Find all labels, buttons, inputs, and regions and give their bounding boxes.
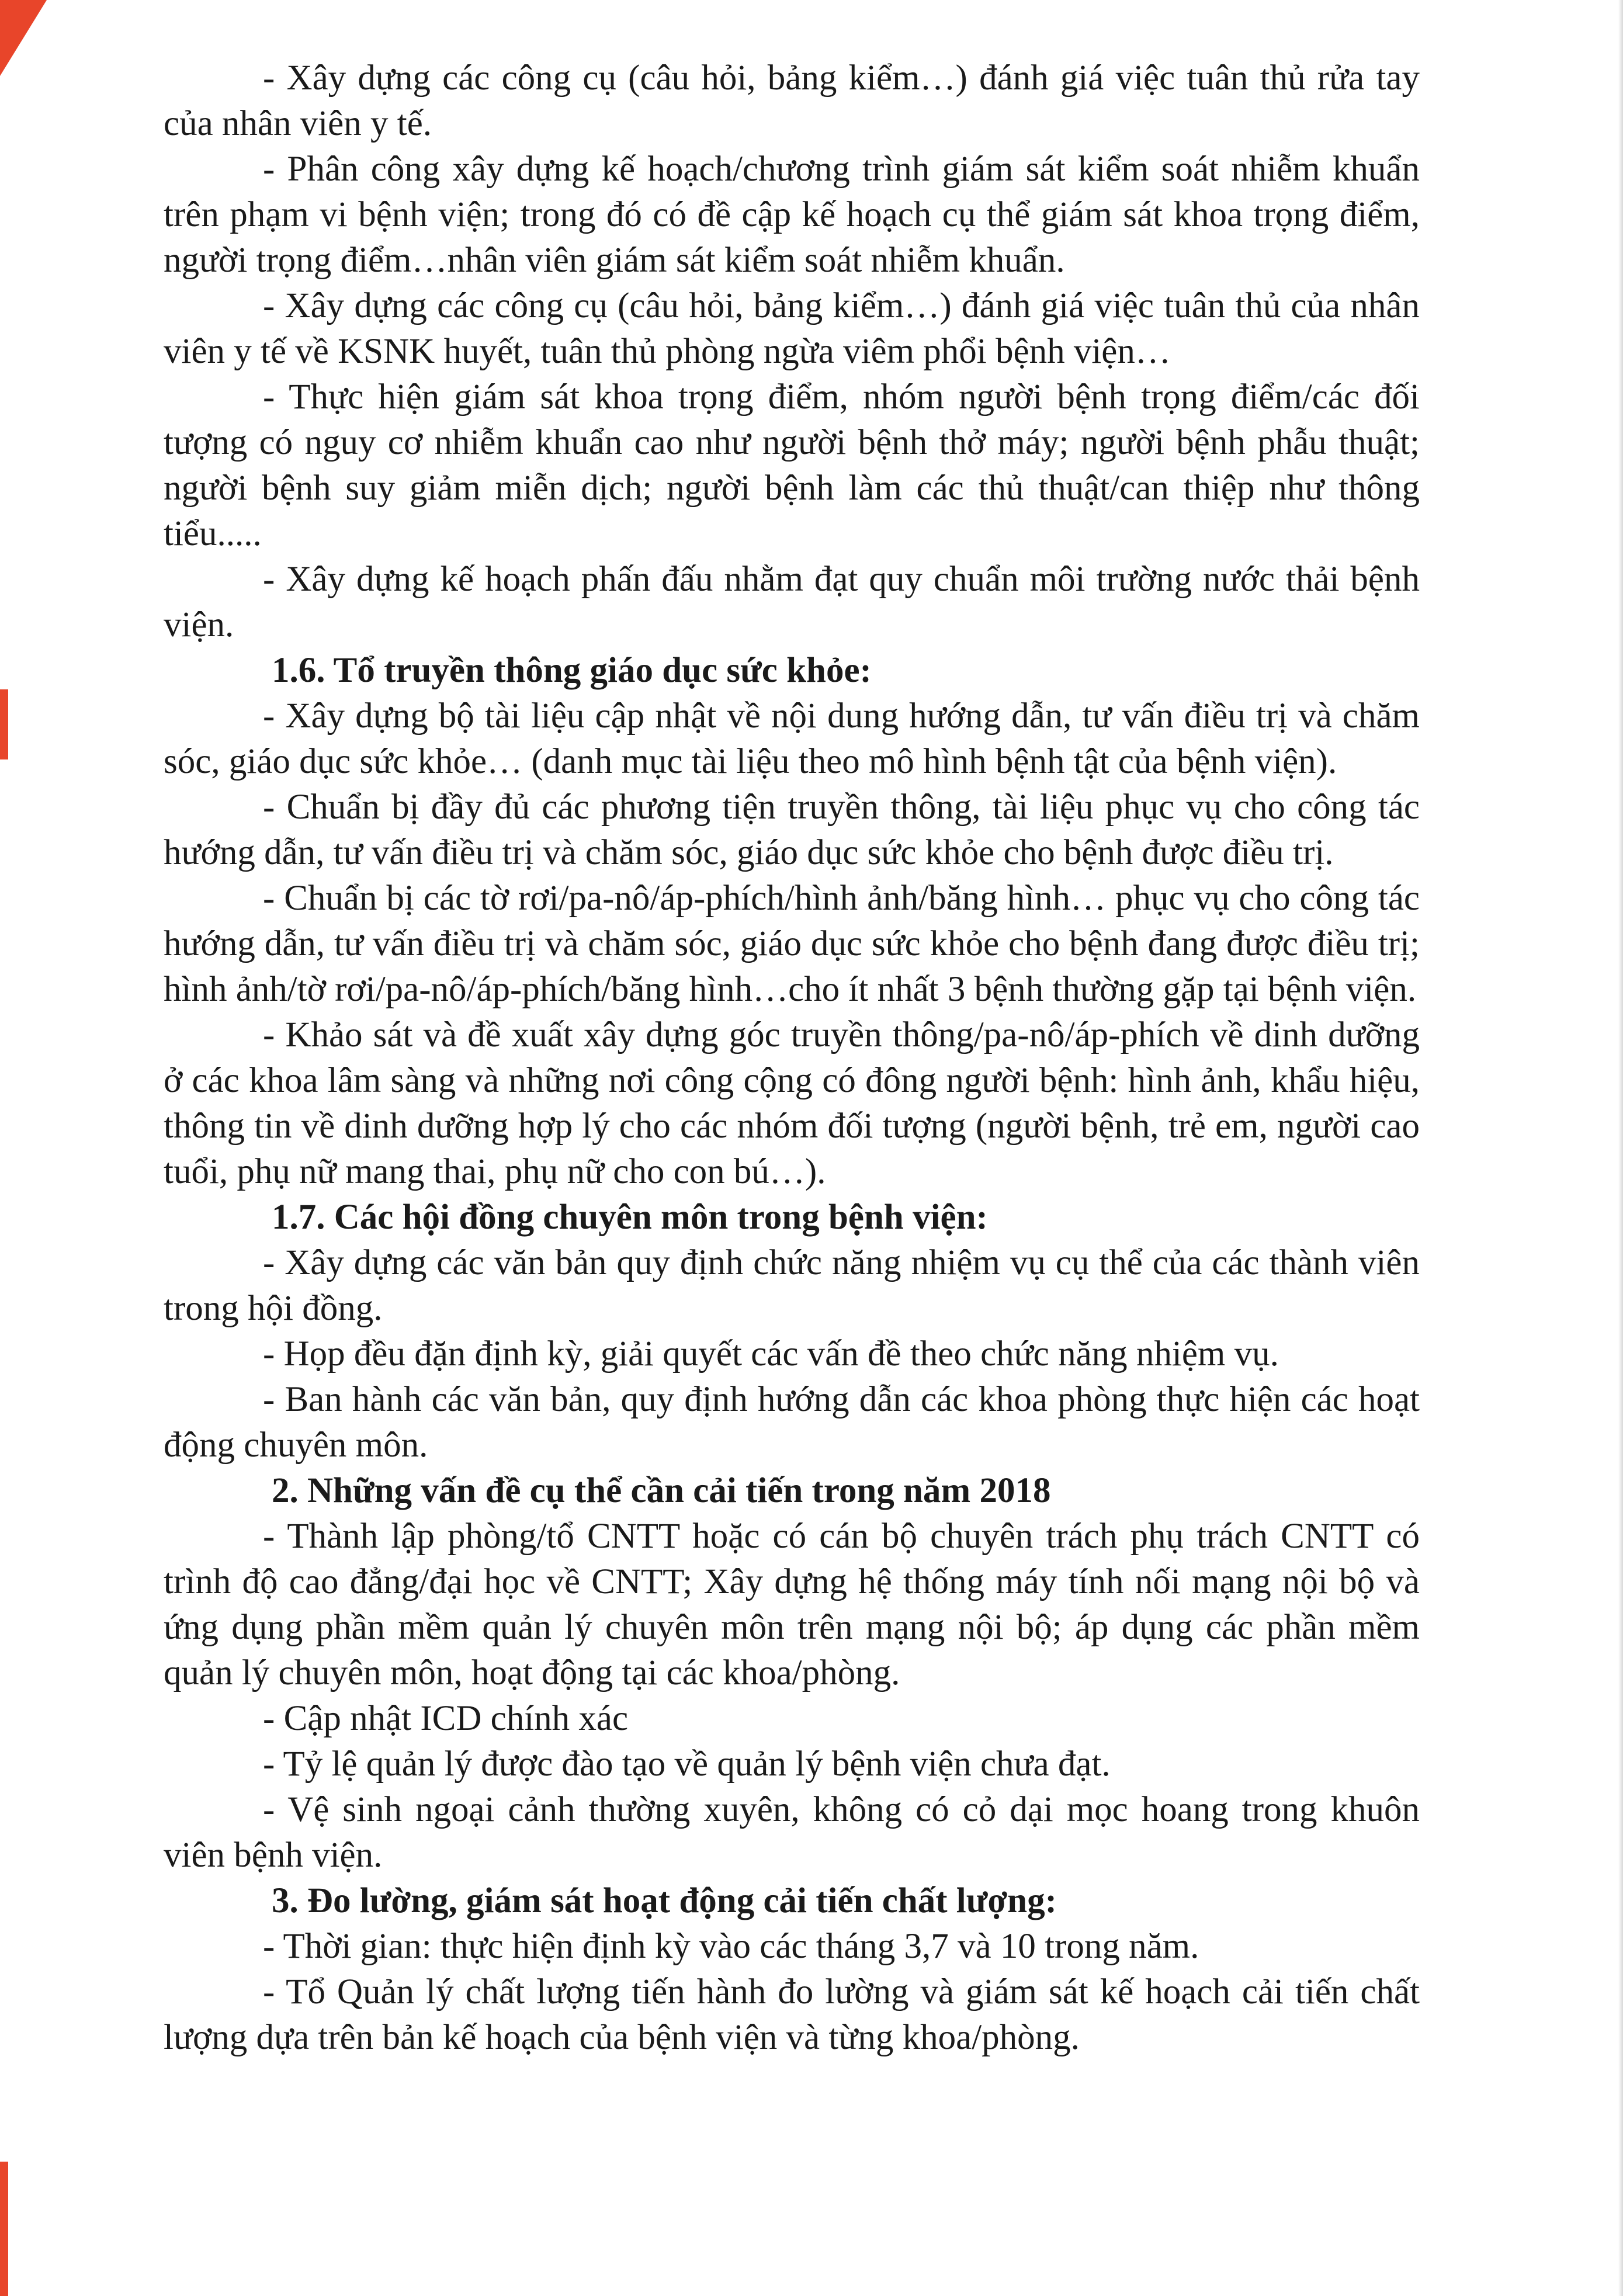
paragraph: - Thời gian: thực hiện định kỳ vào các tháng 3,7 và 10 trong năm. [263, 1927, 1199, 1966]
corner-mark-decoration [0, 0, 47, 76]
paragraph: - Xây dựng bộ tài liệu cập nhật về nội dung hướng dẫn, tư vấn điều trị và chăm sóc, giáo dục sức khỏe… (danh mục tài liệu theo mô hình bệnh tật của bệnh viện). [164, 696, 1420, 781]
document-body [164, 56, 1420, 2061]
section-heading-1-7: 1.7. Các hội đồng chuyên môn trong bệnh viện: [272, 1198, 988, 1237]
margin-mark-decoration [0, 689, 8, 759]
paragraph: - Khảo sát và đề xuất xây dựng góc truyền thông/pa-nô/áp-phích về dinh dưỡng ở các khoa lâm sàng và những nơi công cộng có đông người bệnh: hình ảnh, khẩu hiệu, thông tin về dinh dưỡng hợp lý cho các nhóm đối tượng (người bệnh, trẻ em, người cao tuổi, phụ nữ mang thai, phụ nữ cho con bú…). [164, 1015, 1420, 1191]
paragraph: - Thành lập phòng/tổ CNTT hoặc có cán bộ chuyên trách phụ trách CNTT có trình độ cao đẳng/đại học về CNTT; Xây dựng hệ thống máy tính nối mạng nội bộ và ứng dụng phần mềm quản lý chuyên môn trên mạng nội bộ; áp dụng các phần mềm quản lý chuyên môn, hoạt động tại các khoa/phòng. [164, 1517, 1420, 1692]
paragraph: - Cập nhật ICD chính xác [263, 1699, 629, 1738]
paragraph: - Chuẩn bị các tờ rơi/pa-nô/áp-phích/hình ảnh/băng hình… phục vụ cho công tác hướng dẫn, tư vấn điều trị và chăm sóc, giáo dục sức khỏe cho bệnh đang được điều trị; hình ảnh/tờ rơi/pa-nô/áp-phích/băng hình…cho ít nhất 3 bệnh thường gặp tại bệnh viện. [164, 879, 1420, 1009]
paragraph: - Chuẩn bị đầy đủ các phương tiện truyền thông, tài liệu phục vụ cho công tác hướng dẫn, tư vấn điều trị và chăm sóc, giáo dục sức khỏe cho bệnh được điều trị. [164, 788, 1420, 872]
paragraph: - Phân công xây dựng kế hoạch/chương trình giám sát kiểm soát nhiễm khuẩn trên phạm vi bệnh viện; trong đó có đề cập kế hoạch cụ thể giám sát khoa trọng điểm, người trọng điểm…nhân viên giám sát kiểm soát nhiễm khuẩn. [164, 150, 1420, 280]
paragraph: - Xây dựng các văn bản quy định chức năng nhiệm vụ cụ thể của các thành viên trong hội đồng. [164, 1243, 1420, 1328]
paragraph: - Xây dựng kế hoạch phấn đấu nhằm đạt quy chuẩn môi trường nước thải bệnh viện. [164, 560, 1420, 644]
section-heading-2: 2. Những vấn đề cụ thể cần cải tiến trong năm 2018 [272, 1471, 1051, 1510]
paragraph: - Vệ sinh ngoại cảnh thường xuyên, không có cỏ dại mọc hoang trong khuôn viên bệnh viện. [164, 1790, 1420, 1875]
margin-mark-decoration [0, 2162, 8, 2296]
paragraph: - Xây dựng các công cụ (câu hỏi, bảng kiểm…) đánh giá việc tuân thủ rửa tay của nhân viên y tế. [164, 58, 1420, 143]
paragraph: - Thực hiện giám sát khoa trọng điểm, nhóm người bệnh trọng điểm/các đối tượng có nguy cơ nhiễm khuẩn cao như người bệnh thở máy; người bệnh phẫu thuật; người bệnh suy giảm miễn dịch; người bệnh làm các thủ thuật/can thiệp như thông tiểu..... [164, 377, 1420, 553]
section-heading-3: 3. Đo lường, giám sát hoạt động cải tiến chất lượng: [272, 1881, 1057, 1920]
paragraph: - Ban hành các văn bản, quy định hướng dẫn các khoa phòng thực hiện các hoạt động chuyên môn. [164, 1380, 1420, 1465]
page-edge-shadow [1618, 0, 1623, 2296]
paragraph: - Xây dựng các công cụ (câu hỏi, bảng kiểm…) đánh giá việc tuân thủ của nhân viên y tế về KSNK huyết, tuân thủ phòng ngừa viêm phổi bệnh viện… [164, 286, 1420, 371]
paragraph: - Tổ Quản lý chất lượng tiến hành đo lường và giám sát kế hoạch cải tiến chất lượng dựa trên bản kế hoạch của bệnh viện và từng khoa/phòng. [164, 1972, 1420, 2057]
section-heading-1-6: 1.6. Tổ truyền thông giáo dục sức khỏe: [272, 651, 872, 690]
paragraph: - Họp đều đặn định kỳ, giải quyết các vấn đề theo chức năng nhiệm vụ. [263, 1334, 1279, 1374]
paragraph: - Tỷ lệ quản lý được đào tạo về quản lý bệnh viện chưa đạt. [263, 1744, 1111, 1784]
